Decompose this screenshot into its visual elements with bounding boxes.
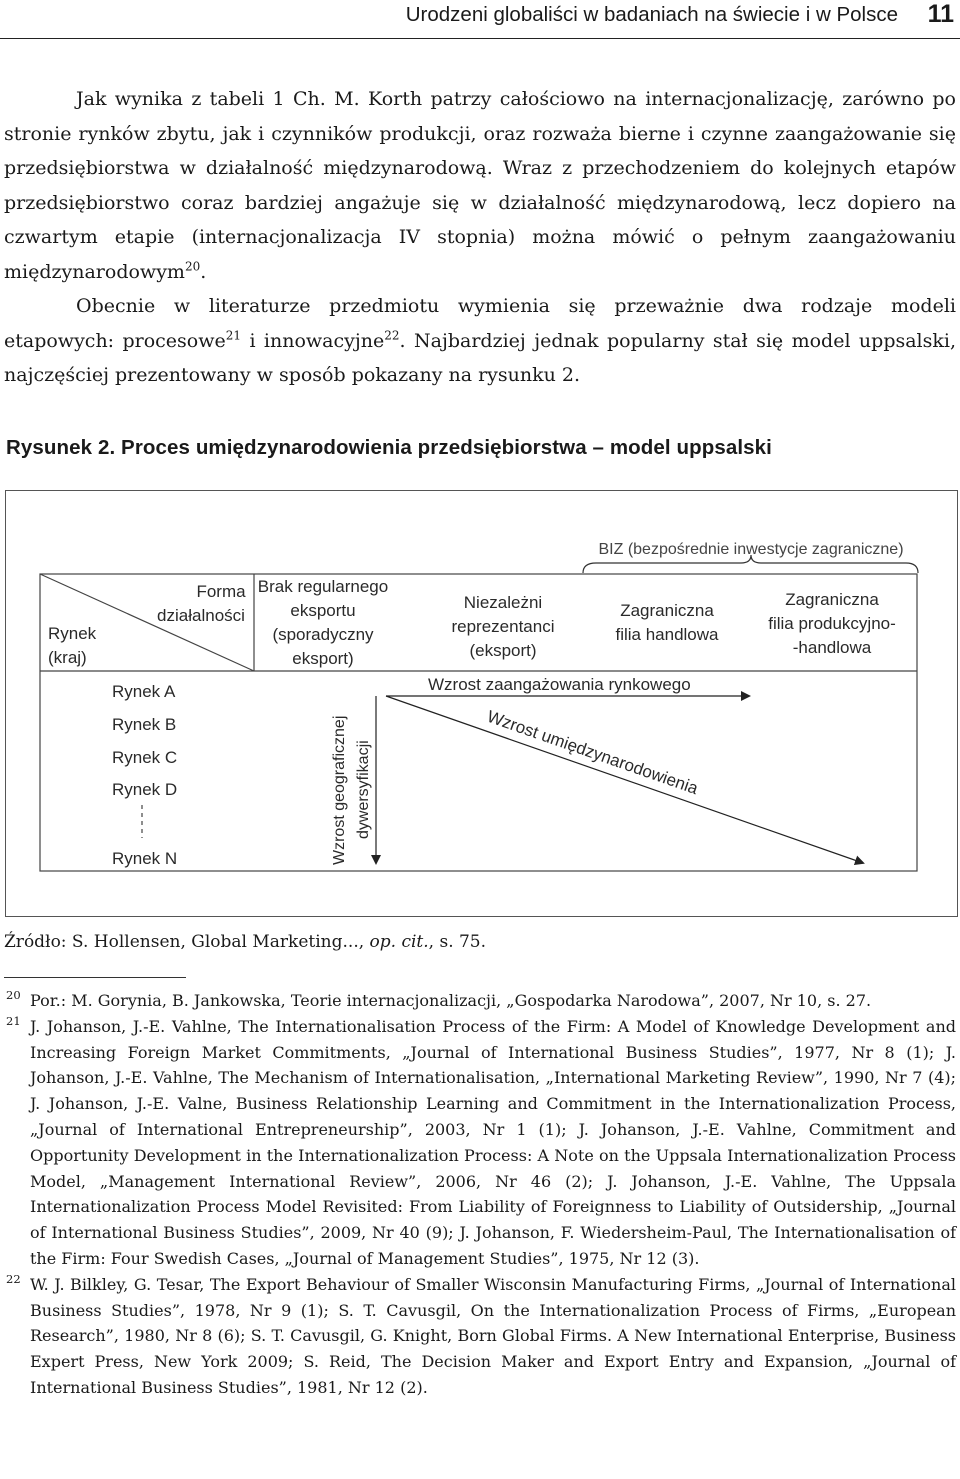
page-header xyxy=(0,0,960,39)
body-text xyxy=(4,82,956,393)
footnote-rule xyxy=(4,977,186,978)
corner-market-line1: Rynek xyxy=(48,624,97,643)
figure-uppsala-model xyxy=(5,490,958,917)
column-2-line2: reprezentanci xyxy=(451,617,555,636)
footnote-ref-22[interactable]: 22 xyxy=(384,328,400,343)
corner-form-line2: działalności xyxy=(157,606,245,625)
internationalization-label: Wzrost umiędzynarodowienia xyxy=(484,706,701,799)
footnote-text: Por.: M. Gorynia, B. Jankowska, Teorie internacjonalizacji, „Gospodarka Narodowa”, 2007, Nr 10, s. 27. xyxy=(30,991,872,1010)
paragraph-2-text-a: Obecnie w literaturze przedmiotu wymienia się przeważnie dwa rodzaje modeli etapowych: procesowe xyxy=(4,295,956,352)
column-2-line1: Niezależni xyxy=(463,593,543,612)
column-3-line1: Zagraniczna xyxy=(620,601,714,620)
source-prefix: Źródło: S. Hollensen, Global Marketing..., xyxy=(4,932,370,952)
source-suffix: , s. 75. xyxy=(428,932,487,952)
column-1-line4: eksport) xyxy=(292,649,354,668)
column-3-line2: filia handlowa xyxy=(615,625,719,644)
column-2-line3: (eksport) xyxy=(469,641,537,660)
paragraph-2-text-c: . Najbardziej jednak popularny stał się model uppsalski, najczęściej prezentowany w sposób pokazany na rysunku 2. xyxy=(4,329,957,386)
internationalization-arrow xyxy=(386,696,863,863)
uppsala-diagram xyxy=(6,491,957,916)
footnote-text: J. Johanson, J.-E. Vahlne, The Internationalisation Process of the Firm: A Model of Knowledge Development and Increasing Foreign Market Commitments, „Journal of International Business Studies”, 1977, Nr 8 (1); J. Johanson, J.-E. Vahlne, The Mechanism of Internationalisation, „International Marketing Review”, 1990, Nr 7 (4); J. Johanson, J.-E. Valne, Business Relationship Learning and Commitment in the Internationalization Process, „Journal of International Entrepreneurship”, 2003, Nr 1 (1); J. Johanson, J.-E. Vahlne, Commitment and Opportunity Development in the Internationalization Process: A Note on the Uppsala Internationalization Process Model, „Management International Review”, 2006, Nr 46 (2); J. Johanson, J.-E. Vahlne, The Uppsala Internationalization Process Model Revisited: From Liability of Foreignness to Liability of Outsidership, „Journal of International Business Studies”, 2009, Nr 40 (9); J. Johanson, F. Wiedersheim-Paul, The Internationalisation of the Firm: Four Swedish Cases, „Journal of Management Studies”, 1975, Nr 12 (3). xyxy=(30,1016,956,1268)
footnote-number: 20 xyxy=(6,988,21,1002)
footnote-ref-21[interactable]: 21 xyxy=(225,328,242,343)
market-engagement-label: Wzrost zaangażowania rynkowego xyxy=(428,675,691,694)
footnote-number: 22 xyxy=(6,1271,21,1286)
footnote-20 xyxy=(4,988,956,1014)
column-1-line1: Brak regularnego xyxy=(257,577,389,596)
column-4-line1: Zagraniczna xyxy=(785,590,879,609)
column-1-line2: eksportu xyxy=(290,601,356,620)
column-4-line2: filia produkcyjno- xyxy=(768,614,896,633)
paragraph-2 xyxy=(4,289,956,393)
market-c: Rynek C xyxy=(112,748,178,767)
footnote-22 xyxy=(4,1272,956,1401)
paragraph-1-text: Jak wynika z tabeli 1 Ch. M. Korth patrzy całościowo na internacjonalizację, zarówno po stronie rynków zbytu, jak i czynników produkcji, oraz rozważa bierne i czynne zaangażowanie się przedsiębiorstwa w działalność międzynarodową. Wraz z przechodzeniem do kolejnych etapów przedsiębiorstwo coraz bardziej angażuje się w działalność międzynarodową, lecz dopiero na czwartym etapie (internacjonalizacja IV stopnia) można mówić o pełnym zaangażowaniu międzynarodowym xyxy=(4,88,956,283)
biz-label: BIZ (bezpośrednie inwestycje zagraniczne) xyxy=(598,541,904,558)
source-italic: op. cit. xyxy=(369,932,429,952)
footnote-ref-20[interactable]: 20 xyxy=(184,259,201,274)
page-number: 11 xyxy=(927,0,954,28)
corner-market-line2: (kraj) xyxy=(48,648,87,667)
paragraph-2-text-b: i innowacyjne xyxy=(241,329,385,352)
corner-form-line1: Forma xyxy=(196,582,246,601)
column-4-line3: -handlowa xyxy=(792,638,872,657)
column-1-line3: (sporadyczny xyxy=(272,625,374,644)
running-title: Urodzeni globaliści w badaniach na świecie i w Polsce xyxy=(405,3,898,26)
market-a: Rynek A xyxy=(112,682,176,701)
figure-title: Rysunek 2. Proces umiędzynarodowienia przedsiębiorstwa – model uppsalski xyxy=(6,436,772,459)
geo-diversification-label-1: Wzrost geograficznej xyxy=(331,715,348,865)
paragraph-1: Jak wynika z tabeli 1 Ch. M. Korth patrzy całościowo na internacjonalizację, zarówno po stronie rynków zbytu, jak i czynników produkcji, oraz rozważa bierne i czynne zaangażowanie się przedsiębiorstwa w działalność międzynarodową. Wraz z przechodzeniem do kolejnych etapów przedsiębiorstwo coraz bardziej angażuje się w działalność międzynarodową, lecz dopiero na czwartym etapie (internacjonalizacja IV stopnia) można mówić o pełnym zaangażowaniu międzynarodowym$^{20}$. xyxy=(4,88,956,283)
market-b: Rynek B xyxy=(112,715,177,734)
market-n: Rynek N xyxy=(112,849,178,868)
footnote-21 xyxy=(4,1014,956,1272)
footnotes xyxy=(4,988,956,1401)
footnote-number: 21 xyxy=(6,1013,21,1028)
market-d: Rynek D xyxy=(112,780,178,799)
footnote-text: W. J. Bilkley, G. Tesar, The Export Behaviour of Smaller Wisconsin Manufacturing Firms, „Journal of International Business Studies”, 1978, Nr 9 (1); S. T. Cavusgil, On the Internationalization Process of Firms, „European Research”, 1980, Nr 8 (6); S. T. Cavusgil, G. Knight, Born Global Firms. A New International Enterprise, Business Expert Press, New York 2009; S. Reid, The Decision Maker and Export Entry and Expansion, „Journal of International Business Studies”, 1981, Nr 12 (2). xyxy=(30,1274,956,1397)
geo-diversification-label-2: dywersyfikacji xyxy=(355,740,372,839)
figure-source xyxy=(4,932,486,952)
